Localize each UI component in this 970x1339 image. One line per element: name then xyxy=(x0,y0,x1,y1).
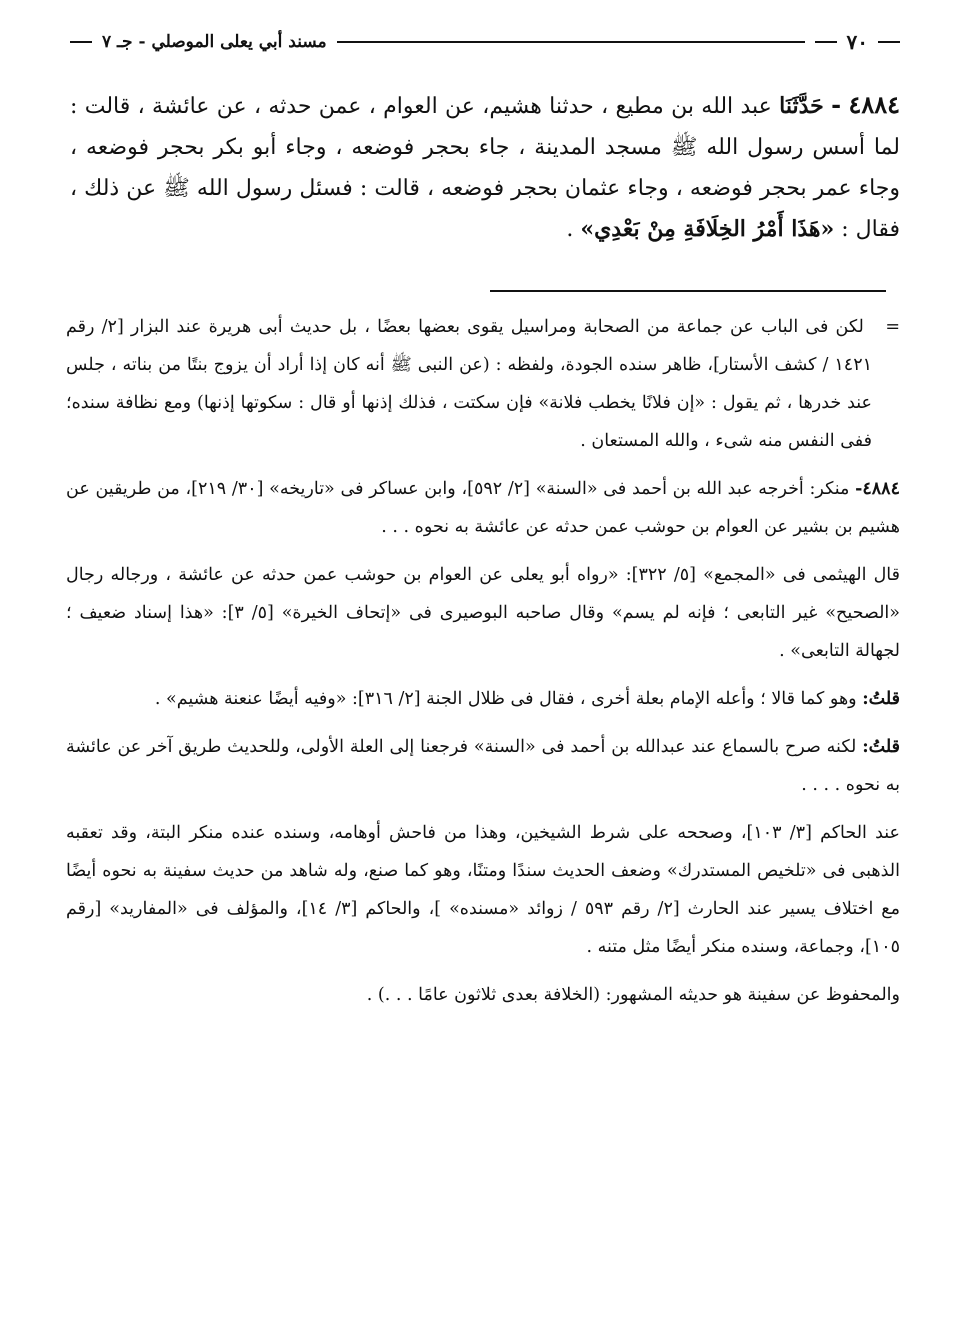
hadith-dash: - xyxy=(831,90,842,119)
footnotes xyxy=(66,308,900,1024)
footnote-paragraph xyxy=(66,728,900,804)
hadith-number: ٤٨٨٤ xyxy=(848,90,900,119)
footnote-continuation xyxy=(66,308,900,460)
header-dash xyxy=(70,41,92,43)
hadith-quote: «هَذَا أَمْرُ الخِلَافَةِ مِنْ بَعْدِي» xyxy=(580,216,835,242)
footnote-text: منكر: أخرجه عبد الله بن أحمد فى «السنة» [٢/ ٥٩٢]، وابن عساكر فى «تاريخه» [٣٠/ ٢١٩]، من طريقين عن هشيم بن بشير عن العوام بن حوشب عمن حدثه عن عائشة به نحوه . . . xyxy=(66,479,900,537)
footnote-takhrij xyxy=(66,470,900,546)
footnote-paragraph xyxy=(66,976,900,1014)
continuation-text: لكن فى الباب عن جماعة من الصحابة ومراسيل يقوى بعضها بعضًا ، بل حديث أبى هريرة عند البزار [٢/ رقم ١٤٢١ / كشف الأستار]، ظاهر سنده الجودة، ولفظه : (عن النبى ﷺ أنه كان إذا أراد أن يزوج بنتًا من بناته ، جلس عند خدرها ، ثم يقول : «إن فلانًا يخطب فلانة» فإن سكتت ، فذلك إذنها أو قال : سكوتها إذنها) ومع نظافة سنده؛ ففى النفس منه شىء ، والله المستعان . xyxy=(66,317,872,451)
footnote-paragraph xyxy=(66,680,900,718)
header-dash xyxy=(878,41,900,43)
footnote-paragraph xyxy=(66,556,900,670)
footnote-dash: - xyxy=(855,479,863,499)
header-dash xyxy=(815,41,837,43)
footnote-paragraph xyxy=(66,814,900,966)
hadith-text xyxy=(70,84,900,250)
running-title: مسند أبي يعلى الموصلي - جـ ٧ xyxy=(102,32,327,52)
footnote-text: عند الحاكم [٣/ ١٠٣]، وصححه على شرط الشيخين، وهذا من فاحش أوهامه، وسنده عنده منكر البتة، وقد تعقبه الذهبى فى «تلخيص المستدرك» وضعف الحديث سندًا ومتنًا، وهو كما صنع، وله شاهد من حديث سفينة به نحوه أيضًا مع اختلاف يسير عند الحارث [٢/ رقم ٥٩٣ / زوائد «مسنده» ]، والحاكم [٣/ ١٤]، والمؤلف فى «المفاريد» [رقم ١٠٥]، وجماعة، وسنده منكر أيضًا مثل متنه . xyxy=(66,823,900,957)
hadith-body: عبد الله بن مطيع ، حدثنا هشيم، عن العوام ، عمن حدثه ، عن عائشة ، قالت : لما أسس رسول الله ﷺ مسجد المدينة ، جاء بحجر فوضعه ، وجاء أبو بكر بحجر فوضعه ، وجاء عمر بحجر فوضعه ، وجاء عثمان بحجر فوضعه ، قالت : فسئل رسول الله ﷺ عن ذلك ، فقال : xyxy=(70,94,900,242)
continuation-marker: = xyxy=(885,317,900,337)
hadith-paragraph xyxy=(70,84,900,250)
hadith-end: . xyxy=(566,217,581,242)
page-number: ٧٠ xyxy=(846,30,868,54)
footnote-lead: قلتُ: xyxy=(862,737,900,757)
footnote-number: ٤٨٨٤ xyxy=(862,479,900,499)
footnote-text: وهو كما قالا ؛ وأعله الإمام بعلة أخرى ، فقال فى ظلال الجنة [٢/ ٣١٦]: «وفيه أيضًا عنعنة هشيم» . xyxy=(154,689,863,709)
footnote-text: لكنه صرح بالسماع عند عبدالله بن أحمد فى «السنة» فرجعنا إلى العلة الأولى، وللحديث طريق آخر عن عائشة به نحوه . . . . xyxy=(66,737,900,795)
footnote-text: والمحفوظ عن سفينة هو حديثه المشهور: (الخلافة بعدى ثلاثون عامًا . . .) . xyxy=(366,985,900,1005)
hadith-opening: حَدَّثَنَا xyxy=(779,93,824,119)
footnote-separator xyxy=(490,290,886,292)
footnote-lead: قلتُ: xyxy=(862,689,900,709)
page-header xyxy=(70,28,900,56)
header-rule xyxy=(337,41,805,43)
footnote-text: قال الهيثمى فى «المجمع» [٥/ ٣٢٢]: «رواه أبو يعلى عن العوام بن حوشب عمن حدثه عن عائشة ، ورجاله رجال «الصحيح» غير التابعى ؛ فإنه لم يسم» وقال صاحبه البوصيرى فى «إتحاف الخيرة» [٥/ ٣]: «هذا إسناد ضعيف ؛ لجهالة التابعى» . xyxy=(66,565,901,661)
